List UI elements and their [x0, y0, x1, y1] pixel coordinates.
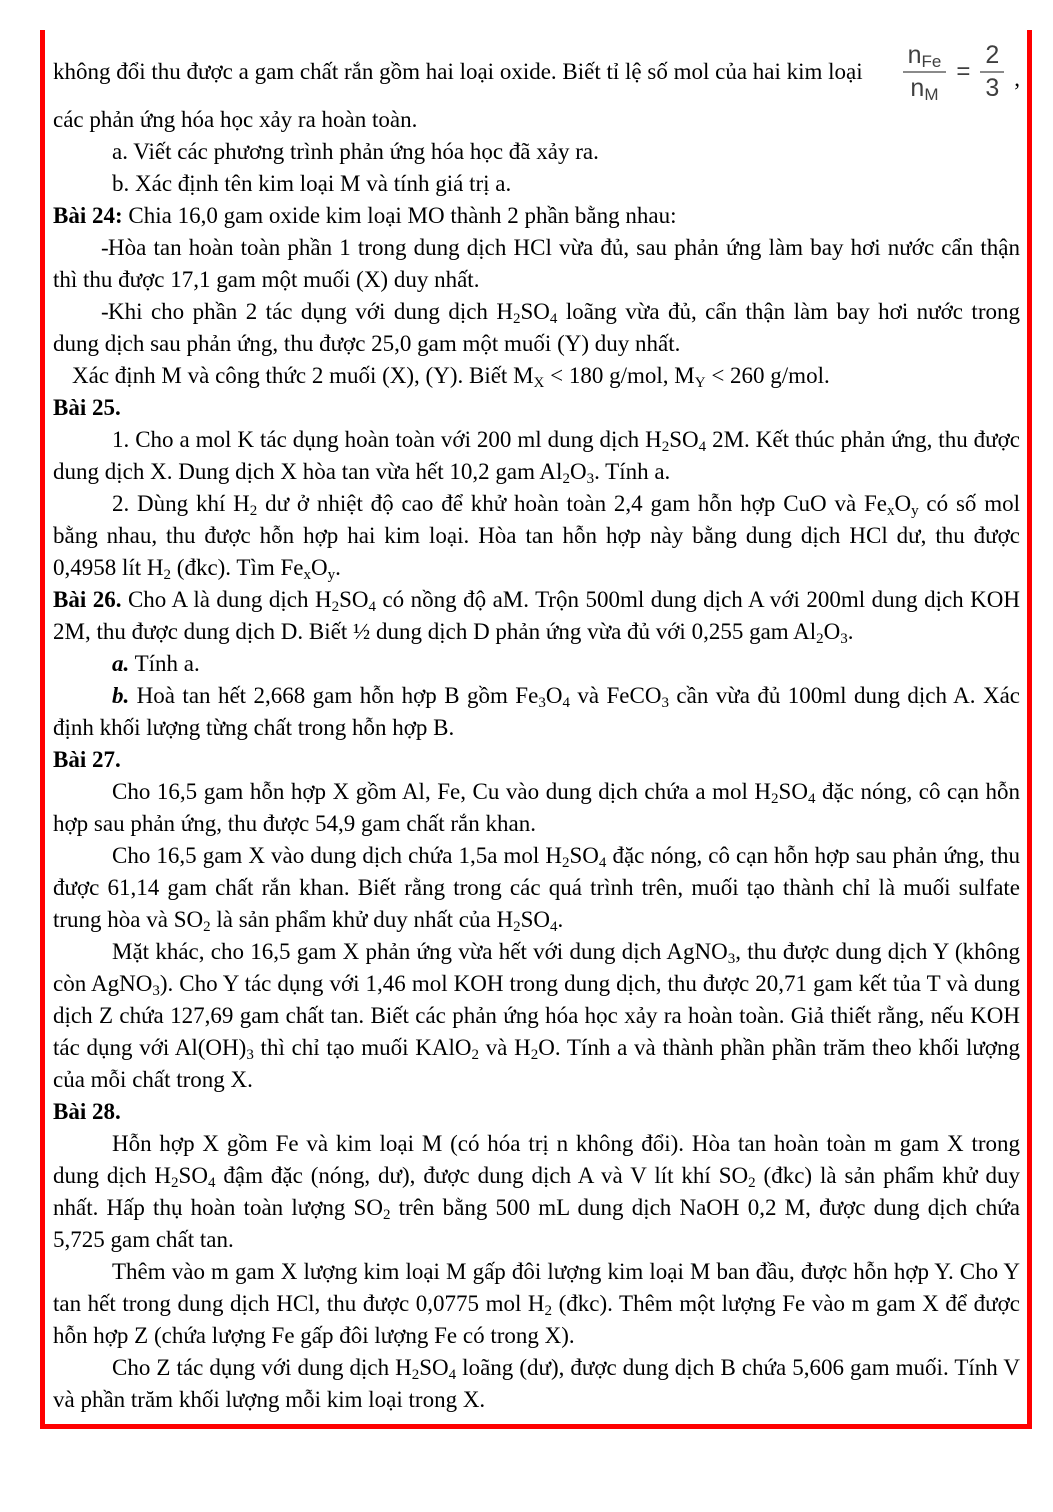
- mole-ratio-fraction: [903, 40, 947, 104]
- equals-sign: =: [956, 58, 971, 85]
- paragraph: [53, 1352, 1020, 1416]
- paragraph: [53, 648, 1020, 680]
- problem-label: Bài 28.: [53, 1099, 121, 1124]
- trailing-comma: ,: [1014, 65, 1020, 91]
- paragraph: [53, 104, 1020, 136]
- paragraph: [53, 1256, 1020, 1352]
- intro-text: không đổi thu được a gam chất rắn gồm hai loại oxide. Biết tỉ lệ số mol của hai kim loại: [53, 59, 863, 84]
- paragraph: [53, 680, 1020, 744]
- fraction-numerator: [903, 40, 947, 74]
- paragraph-text: Hoà tan hết 2,668 gam hỗn hợp B gồm $Fe_3O_4$ và FeCO$_3$ cần vừa đủ 100ml dung dịch A. Xác định khối lượng từng chất trong hỗn hợp B.: [53, 683, 1020, 740]
- paragraph-text: 1. Cho a mol K tác dụng hoàn toàn với 200 ml dung dịch $H_2SO_4$ 2M. Kết thúc phản ứng, thu được dung dịch X. Dung dịch X hòa tan vừa hết 10,2 gam $Al_2O_3$. Tính a.: [53, 427, 1020, 487]
- problem-start-paragraph: [53, 584, 1020, 648]
- problem-heading: [53, 392, 1020, 424]
- numerator-symbol: n: [907, 40, 922, 69]
- paragraph-text: Thêm vào m gam X lượng kim loại M gấp đôi lượng kim loại M ban đầu, được hỗn hợp Y. Cho Y tan hết trong dung dịch HCl, thu được 0,0775 mol $H_2$ (đkc). Thêm một lượng Fe vào m gam X để được hỗn hợp Z (chứa lượng Fe gấp đôi lượng Fe có trong X).: [53, 1259, 1020, 1348]
- problem-start-paragraph: [53, 200, 1020, 232]
- paragraph-text: Hòa tan hoàn toàn phần 1 trong dung dịch HCl vừa đủ, sau phản ứng làm bay hơi nước cẩn thận thì thu được 17,1 gam một muối (X) duy nhất.: [53, 235, 1020, 292]
- denominator-symbol: n: [910, 74, 925, 102]
- value-fraction: [980, 40, 1004, 102]
- problem-label: Bài 27.: [53, 747, 121, 772]
- paragraph: [53, 296, 1020, 360]
- problem-heading: [53, 744, 1020, 776]
- paragraph-text: Cho 16,5 gam hỗn hợp X gồm Al, Fe, Cu vào dung dịch chứa a mol $H_2SO_4$ đặc nóng, cô cạn hỗn hợp sau phản ứng, thu được 54,9 gam chất rắn khan.: [53, 779, 1021, 836]
- paragraph-text: Xác định M và công thức 2 muối (X), (Y). Biết $M_X < 180$ g/mol, $M_Y < 260$ g/mol.: [72, 363, 830, 391]
- paragraph-text: các phản ứng hóa học xảy ra hoàn toàn.: [53, 107, 418, 132]
- problem-label: Bài 24:: [53, 203, 123, 228]
- paragraph: [53, 1128, 1020, 1256]
- paragraph-text: Khi cho phần 2 tác dụng với dung dịch $H_2SO_4$ loãng vừa đủ, cẩn thận làm bay hơi nước trong dung dịch sau phản ứng, thu được 25,0 gam một muối (Y) duy nhất.: [53, 299, 1020, 356]
- paragraph-text: b. Xác định tên kim loại M và tính giá trị a.: [112, 171, 512, 196]
- paragraph-text: Tính a.: [129, 651, 200, 676]
- denominator-subscript: M: [924, 85, 939, 104]
- paragraph: [53, 168, 1020, 200]
- fraction-denominator: [910, 73, 938, 102]
- mole-ratio-expression: [903, 40, 1020, 104]
- paragraph-text: a. Viết các phương trình phản ứng hóa học đã xảy ra.: [112, 139, 599, 164]
- sub-item-label: [112, 651, 129, 676]
- paragraph: [53, 936, 1020, 1096]
- paragraph-text: Cho A là dung dịch $H_2SO_4$ có nồng độ aM. Trộn 500ml dung dịch A với 200ml dung dịch KOH 2M, thu được dung dịch D. Biết ½ dung dịch D phản ứng vừa đủ với 0,255 gam $Al_2O_3$.: [53, 587, 1020, 647]
- paragraph-text: 2. Dùng khí $H_2$ dư ở nhiệt độ cao để khử hoàn toàn 2,4 gam hỗn hợp CuO và $Fe_xO_y$ có số mol bằng nhau, thu được hỗn hợp hai kim loại. Hòa tan hỗn hợp này bằng dung dịch HCl dư, thu được 0,4958 lít $H_2$ (đkc). Tìm $Fe_xO_y$.: [53, 491, 1020, 583]
- content-box: [40, 30, 1032, 1429]
- paragraph-text: Chia 16,0 gam oxide kim loại MO thành 2 phần bằng nhau:: [122, 203, 677, 228]
- sub-item-label-text: b.: [112, 683, 130, 708]
- intro-paragraph: [53, 40, 1020, 104]
- paragraph-text: Hỗn hợp X gồm Fe và kim loại M (có hóa trị n không đổi). Hòa tan hoàn toàn m gam X trong dung dịch $H_2SO_4$ đậm đặc (nóng, dư), được dung dịch A và V lít khí $SO_2$ (đkc) là sản phẩm khử duy nhất. Hấp thụ hoàn toàn lượng $SO_2$ trên bằng 500 mL dung dịch NaOH 0,2 M, được dung dịch chứa 5,725 gam chất tan.: [53, 1131, 1020, 1252]
- dash-bullet: -: [101, 235, 109, 260]
- paragraph: [53, 360, 1020, 392]
- problem-label: Bài 26.: [53, 587, 122, 612]
- sub-item-label-text: a.: [112, 651, 130, 676]
- paragraph-text: Mặt khác, cho 16,5 gam X phản ứng vừa hết với dung dịch AgNO$_3$, thu được dung dịch Y (không còn AgNO$_3$). Cho Y tác dụng với 1,46 mol KOH trong dung dịch, thu được 20,71 gam kết tủa T và dung dịch Z chứa 127,69 gam chất tan. Biết các phản ứng hóa học xảy ra hoàn toàn. Giả thiết rằng, nếu KOH tác dụng với $Al(OH)_3$ thì chỉ tạo muối KAlO$_2$ và $H_2O$. Tính a và thành phần phần trăm theo khối lượng của mỗi chất trong X.: [53, 939, 1021, 1092]
- paragraph: [53, 136, 1020, 168]
- value-denominator: 3: [985, 74, 1000, 102]
- paragraph: [53, 424, 1020, 488]
- problem-heading: [53, 1096, 1020, 1128]
- dash-bullet: -: [101, 299, 109, 324]
- problem-label: Bài 25.: [53, 395, 121, 420]
- paragraph: [53, 488, 1020, 584]
- problem-list: [53, 104, 1020, 1416]
- sub-item-label: [112, 683, 129, 708]
- paragraph: [53, 776, 1020, 840]
- paragraph-text: Cho 16,5 gam X vào dung dịch chứa 1,5a mol $H_2SO_4$ đặc nóng, cô cạn hỗn hợp sau phản ứng, thu được 61,14 gam chất rắn khan. Biết rằng trong các quá trình trên, muối tạo thành chỉ là muối sulfate trung hòa và $SO_2$ là sản phẩm khử duy nhất của $H_2SO_4$.: [53, 843, 1020, 935]
- paragraph-text: Cho Z tác dụng với dung dịch $H_2SO_4$ loãng (dư), được dung dịch B chứa 5,606 gam muối. Tính V và phần trăm khối lượng mỗi kim loại trong X.: [53, 1355, 1020, 1412]
- value-numerator: 2: [980, 43, 1004, 74]
- numerator-subscript: Fe: [921, 51, 942, 71]
- paragraph: [53, 840, 1020, 936]
- paragraph: [53, 232, 1020, 296]
